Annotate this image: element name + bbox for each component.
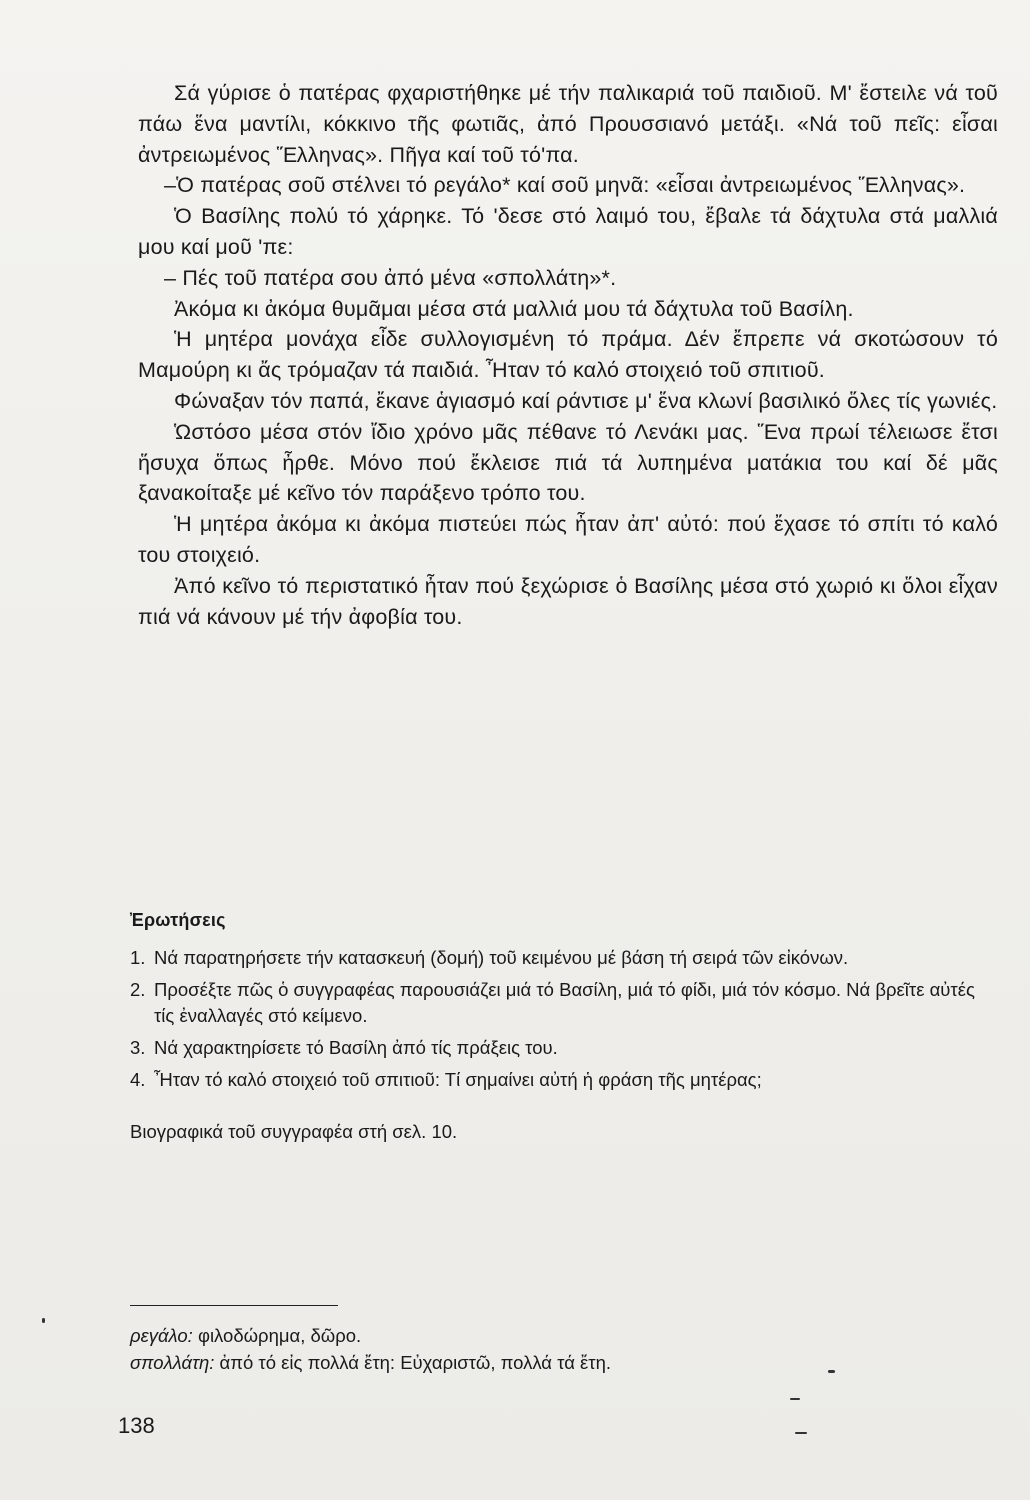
paragraph: Ὡστόσο μέσα στόν ἴδιο χρόνο μᾶς πέθανε τό Λενάκι μας. Ἕνα πρωί τέλειωσε ἔτσι ἥσυχα ὅπως ἦρθε. Μόνο πού ἔκλεισε πιά τά λυπημένα ματάκια του καί δέ μᾶς ξανακοίταξε μέ κεῖνο τόν παράξενο τρόπο του. [138, 419, 998, 506]
footnote-definition: φιλοδώρημα, δῶρο. [197, 1325, 362, 1346]
page-number: 138 [118, 1413, 155, 1438]
footnotes [130, 1322, 990, 1376]
footnote [130, 1349, 990, 1376]
questions-list [130, 945, 995, 1093]
print-speck [42, 1318, 45, 1323]
paragraph: Ἡ μητέρα μονάχα εἶδε συλλογισμένη τό πράμα. Δέν ἔπρεπε νά σκοτώσουν τό Μαμούρη κι ἄς τρόμαζαν τά παιδιά. Ἦταν τό καλό στοιχειό τοῦ σπιτιοῦ. [138, 327, 998, 383]
paragraph: Φώναξαν τόν παπά, ἔκανε ἁγιασμό καί ράντισε μ' ἕνα κλωνί βασιλικό ὅλες τίς γωνιές. [174, 388, 998, 413]
paragraph: – Πές τοῦ πατέρα σου ἀπό μένα «σπολλάτη»*. [164, 265, 617, 290]
questions-section [130, 910, 995, 1145]
print-speck [828, 1370, 835, 1373]
paragraph: Ὁ Βασίλης πολύ τό χάρηκε. Τό 'δεσε στό λαιμό του, ἔβαλε τά δάχτυλα στά μαλλιά μου καί μοῦ 'πε: [138, 204, 998, 259]
paragraph: Ἀκόμα κι ἀκόμα θυμᾶμαι μέσα στά μαλλιά μου τά δάχτυλα τοῦ Βασίλη. [174, 296, 854, 321]
biography-note: Βιογραφικά τοῦ συγγραφέα στή σελ. 10. [130, 1121, 458, 1142]
question-text: Νά παρατηρήσετε τήν κατασκευή (δομή) τοῦ κειμένου μέ βάση τή σειρά τῶν εἰκόνων. [154, 947, 849, 968]
question-text: Προσέξτε πῶς ὁ συγγραφέας παρουσιάζει μιά τό Βασίλη, μιά τό φίδι, μιά τόν κόσμο. Νά βρεῖτε αὐτές τίς ἐναλλαγές στό κείμενο. [154, 979, 975, 1026]
question-item [130, 977, 995, 1029]
footnote-definition: ἀπό τό εἰς πολλά ἔτη: Εὐχαριστῶ, πολλά τά ἔτη. [219, 1352, 612, 1373]
question-item [130, 1067, 995, 1093]
footnote [130, 1322, 990, 1349]
question-text: Νά χαρακτηρίσετε τό Βασίλη ἀπό τίς πράξεις του. [154, 1037, 558, 1058]
footnote-divider [130, 1305, 338, 1306]
paragraph: Ἀπό κεῖνο τό περιστατικό ἦταν πού ξεχώρισε ὁ Βασίλης μέσα στό χωριό κι ὅλοι εἶχαν πιά νά κάνουν μέ τήν ἀφοβία του. [138, 573, 998, 629]
main-text [138, 78, 998, 632]
footnote-term: σπολλάτη: [130, 1352, 215, 1373]
question-item [130, 945, 995, 971]
print-speck [790, 1398, 800, 1400]
question-number: 3. [130, 1037, 146, 1058]
questions-heading: Ἐρωτήσεις [130, 910, 226, 930]
question-number: 2. [130, 979, 146, 1000]
footnote-term: ρεγάλο: [130, 1325, 193, 1346]
paragraph: Σά γύρισε ὁ πατέρας φχαριστήθηκε μέ τήν παλικαριά τοῦ παιδιοῦ. Μ' ἔστειλε νά τοῦ πάω ἕνα μαντίλι, κόκκινο τῆς φωτιᾶς, ἀπό Προυσσιανό μετάξι. «Νά τοῦ πεῖς: εἶσαι ἀντρειωμένος Ἕλληνας». Πῆγα καί τοῦ τό'πα. [138, 81, 998, 167]
paragraph: –Ὁ πατέρας σοῦ στέλνει τό ρεγάλο* καί σοῦ μηνᾶ: «εἶσαι ἀντρειωμένος Ἕλληνας». [164, 173, 966, 198]
print-speck [795, 1432, 807, 1434]
question-number: 1. [130, 947, 146, 968]
question-number: 4. [130, 1069, 146, 1090]
question-text: Ἦταν τό καλό στοιχειό τοῦ σπιτιοῦ: Τί σημαίνει αὐτή ἡ φράση τῆς μητέρας; [154, 1069, 762, 1090]
question-item [130, 1035, 995, 1061]
paragraph: Ἡ μητέρα ἀκόμα κι ἀκόμα πιστεύει πώς ἦταν ἀπ' αὐτό: πού ἔχασε τό σπίτι τό καλό του στοιχειό. [138, 512, 998, 567]
